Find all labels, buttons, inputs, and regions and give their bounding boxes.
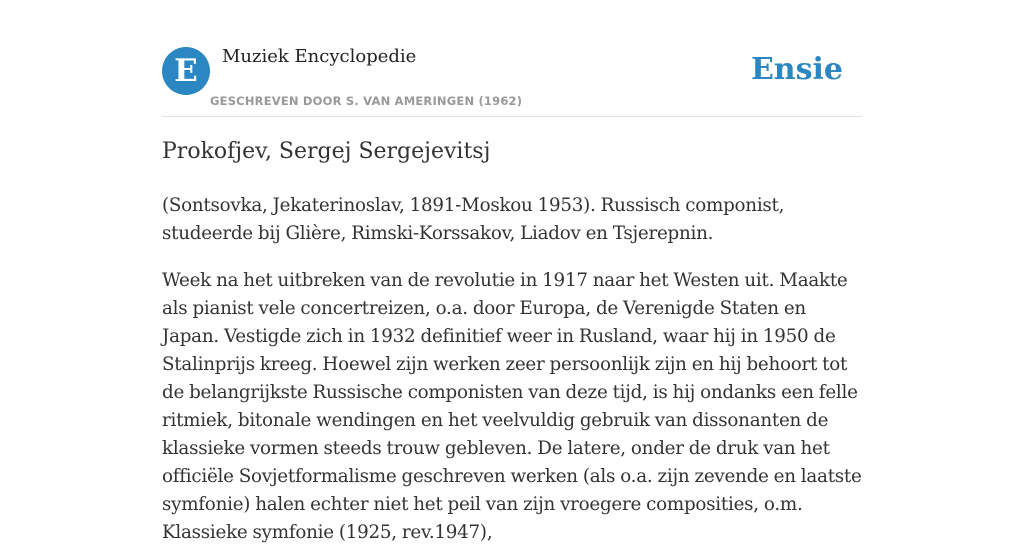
article-title: Prokofjev, Sergej Sergejevitsj: [162, 139, 491, 164]
encyclopedia-logo-icon[interactable]: E: [162, 47, 210, 95]
author-line: GESCHREVEN DOOR S. VAN AMERINGEN (1962): [210, 94, 523, 108]
header: [162, 0, 862, 117]
article-paragraph-1: (Sontsovka, Jekaterinoslav, 1891-Moskou 1953). Russisch componist, studeerde bij Glière, Rimski-Korssakov, Liadov en Tsjerepnin.: [162, 195, 785, 244]
source-title-link[interactable]: Muziek Encyclopedie: [222, 46, 417, 67]
article-paragraph-2: Week na het uitbreken van de revolutie in 1917 naar het Westen uit. Maakte als pianist vele concertreizen, o.a. door Europa, de Verenigde Staten en Japan. Vestigde zich in 1932 definitief weer in Rusland, waar hij in 1950 de Stalinprijs kreeg. Hoewel zijn werken zeer persoonlijk zijn en hij behoort tot de belangrijkste Russische componisten van deze tijd, is hij ondanks een felle ritmiek, bitonale wendingen en het veelvuldig gebruik van dissonanten de klassieke vormen steeds trouw gebleven. De latere, onder de druk van het officiële Sovjetformalisme geschreven werken (als o.a. zijn zevende en laatste symfonie) halen echter niet het peil van zijn vroegere composities, o.m. Klassieke symfonie (1925, rev.1947),: [162, 270, 862, 543]
brand-logo[interactable]: Ensie: [750, 52, 843, 87]
